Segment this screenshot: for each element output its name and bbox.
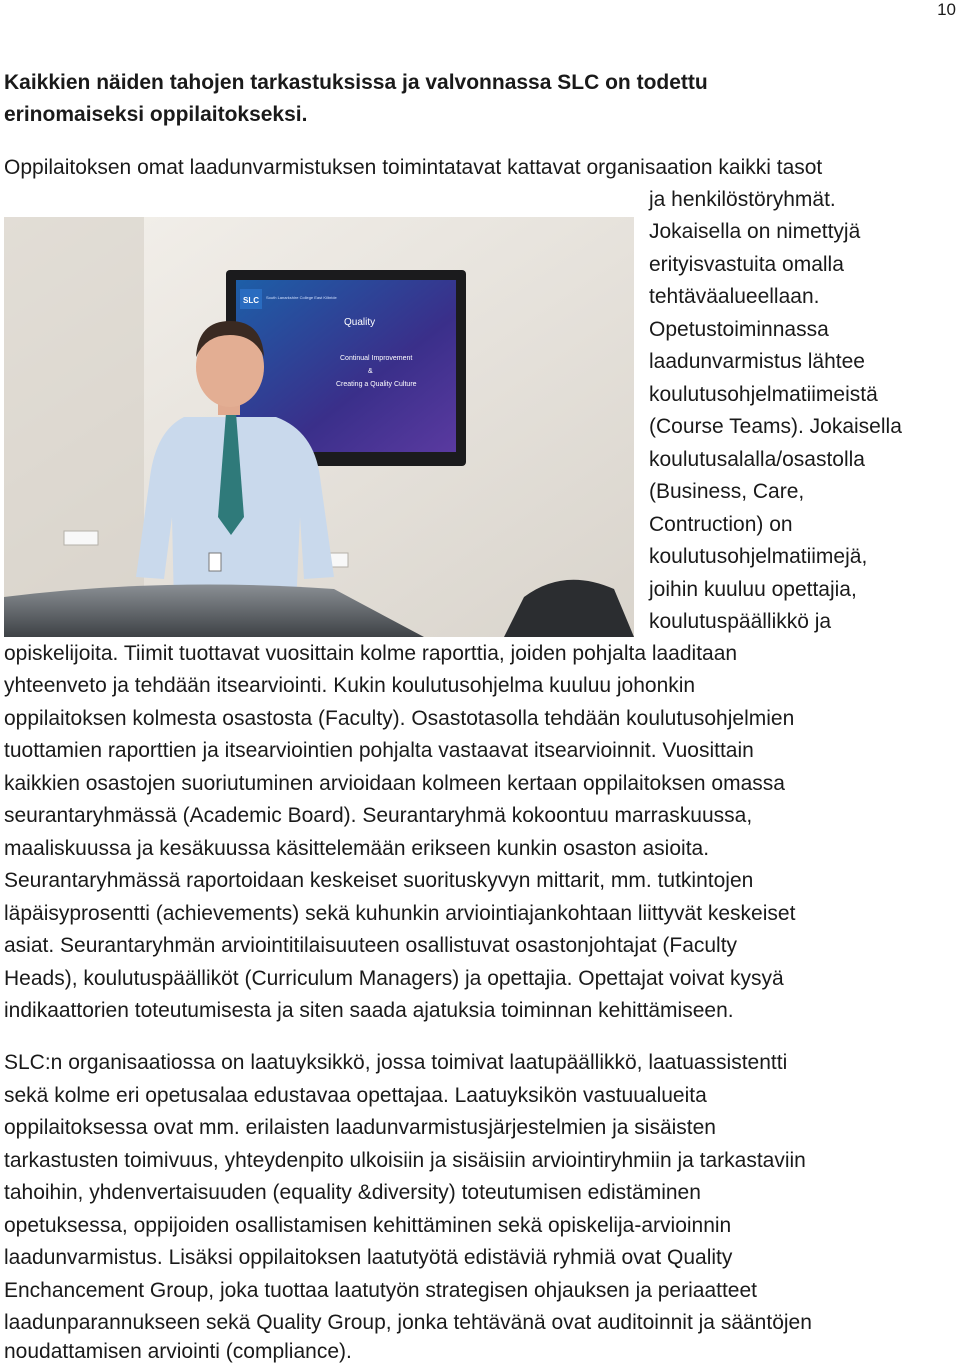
text-line: läpäisyprosentti (achievements) sekä kuhunkin arviointiajankohtaan liittyvät keskeiset	[4, 902, 796, 925]
wrapped-line: koulutusalalla/osastolla	[649, 448, 865, 471]
wrapped-line: Opetustoiminnassa	[649, 318, 829, 341]
text-line: tarkastusten toimivuus, yhteydenpito ulkoisiin ja sisäisiin arviointiryhmiin ja tarkastaviin	[4, 1149, 806, 1172]
wrapped-line: koulutusohjelmatiimeistä	[649, 383, 878, 406]
text-line: oppilaitoksessa ovat mm. erilaisten laadunvarmistusjärjestelmien ja sisäisten	[4, 1116, 716, 1139]
slide-line-2: &	[368, 368, 373, 375]
text-line: asiat. Seurantaryhmän arviointitilaisuuteen osallistuvat osastonjohtajat (Faculty	[4, 934, 738, 957]
slide-line-1: Continual Improvement	[340, 355, 413, 362]
text-line: laadunvarmistus. Lisäksi oppilaitoksen laatutyötä edistäviä ryhmiä ovat Quality	[4, 1246, 733, 1269]
text-line: Heads), koulutuspäälliköt (Curriculum Managers) ja opettajia. Opettajat voivat kysyä	[4, 967, 784, 990]
wrapped-line: (Business, Care,	[649, 480, 805, 503]
wrapped-line: Contruction) on	[649, 513, 793, 536]
wrapped-line: ja henkilöstöryhmät.	[649, 188, 836, 211]
text-line: sekä kolme eri opetusalaa edustavaa opettajaa. Laatuyksikön vastuualueita	[4, 1084, 707, 1107]
presenter-photo	[4, 217, 634, 637]
page-number: 10	[937, 0, 956, 19]
slide-line-3: Creating a Quality Culture	[336, 381, 417, 388]
text-line: laadunparannukseen sekä Quality Group, jonka tehtävänä ovat auditoinnit ja sääntöjen	[4, 1311, 812, 1334]
text-line: yhteenveto ja tehdään itsearviointi. Kukin koulutusohjelma kuuluu johonkin	[4, 674, 696, 697]
wrapped-line: Jokaisella on nimettyjä	[649, 220, 861, 243]
text-line: tuottamien raporttien ja itsearviointien pohjalta vastaavat itsearvioinnit. Vuosittain	[4, 739, 754, 762]
paragraph-2-first-line: Oppilaitoksen omat laadunvarmistuksen toimintatavat kattavat organisaation kaikki tasot	[4, 156, 823, 179]
text-line: noudattamisen arviointi (compliance).	[4, 1340, 352, 1363]
text-line: maaliskuussa ja kesäkuussa käsittelemään erikseen kunkin osaston asioita.	[4, 837, 710, 860]
wall-outlet	[64, 531, 98, 545]
text-line: SLC:n organisaatiossa on laatuyksikkö, jossa toimivat laatupäällikkö, laatuassistentti	[4, 1051, 788, 1074]
slide-subtitle: South Lanarkshire College East Kilbride	[266, 295, 337, 300]
slide-title: Quality	[344, 317, 376, 328]
wrapped-line: joihin kuuluu opettajia,	[649, 578, 857, 601]
text-line: seurantaryhmässä (Academic Board). Seurantaryhmä kokoontuu marraskuussa,	[4, 804, 753, 827]
intro-line-2: erinomaiseksi oppilaitokseksi.	[4, 103, 308, 126]
intro-line-1: Kaikkien näiden tahojen tarkastuksissa ja valvonnassa SLC on todettu	[4, 71, 708, 94]
wrapped-line: koulutuspäällikkö ja	[649, 610, 832, 633]
wrapped-line: (Course Teams). Jokaisella	[649, 415, 902, 438]
text-line: kaikkien osastojen suoriutuminen arvioidaan kolmeen kertaan oppilaitoksen omassa	[4, 772, 785, 795]
wrapped-line: koulutusohjelmatiimejä,	[649, 545, 868, 568]
wrapped-line: tehtäväalueellaan.	[649, 285, 820, 308]
text-line: Seurantaryhmässä raportoidaan keskeiset suorituskyvyn mittarit, mm. tutkintojen	[4, 869, 754, 892]
wall-shadow	[4, 217, 144, 637]
text-line: opiskelijoita. Tiimit tuottavat vuosittain kolme raporttia, joiden pohjalta laaditaan	[4, 642, 738, 665]
text-line: tahoihin, yhdenvertaisuuden (equality &diversity) toteutumisen edistäminen	[4, 1181, 701, 1204]
wrapped-line: erityisvastuita omalla	[649, 253, 844, 276]
slide-logo: SLC	[243, 296, 259, 305]
text-line: Enchancement Group, joka tuottaa laatutyön strategisen ohjauksen ja periaatteet	[4, 1279, 757, 1302]
text-line: opetuksessa, oppijoiden osallistamisen kehittäminen sekä opiskelija-arvioinnin	[4, 1214, 732, 1237]
text-line: indikaattorien toteutumisesta ja siten saada ajatuksia toiminnan kehittämiseen.	[4, 999, 734, 1022]
presenter-badge	[209, 553, 221, 571]
text-line: oppilaitoksen kolmesta osastosta (Faculty). Osastotasolla tehdään koulutusohjelmien	[4, 707, 795, 730]
wrapped-line: laadunvarmistus lähtee	[649, 350, 865, 373]
